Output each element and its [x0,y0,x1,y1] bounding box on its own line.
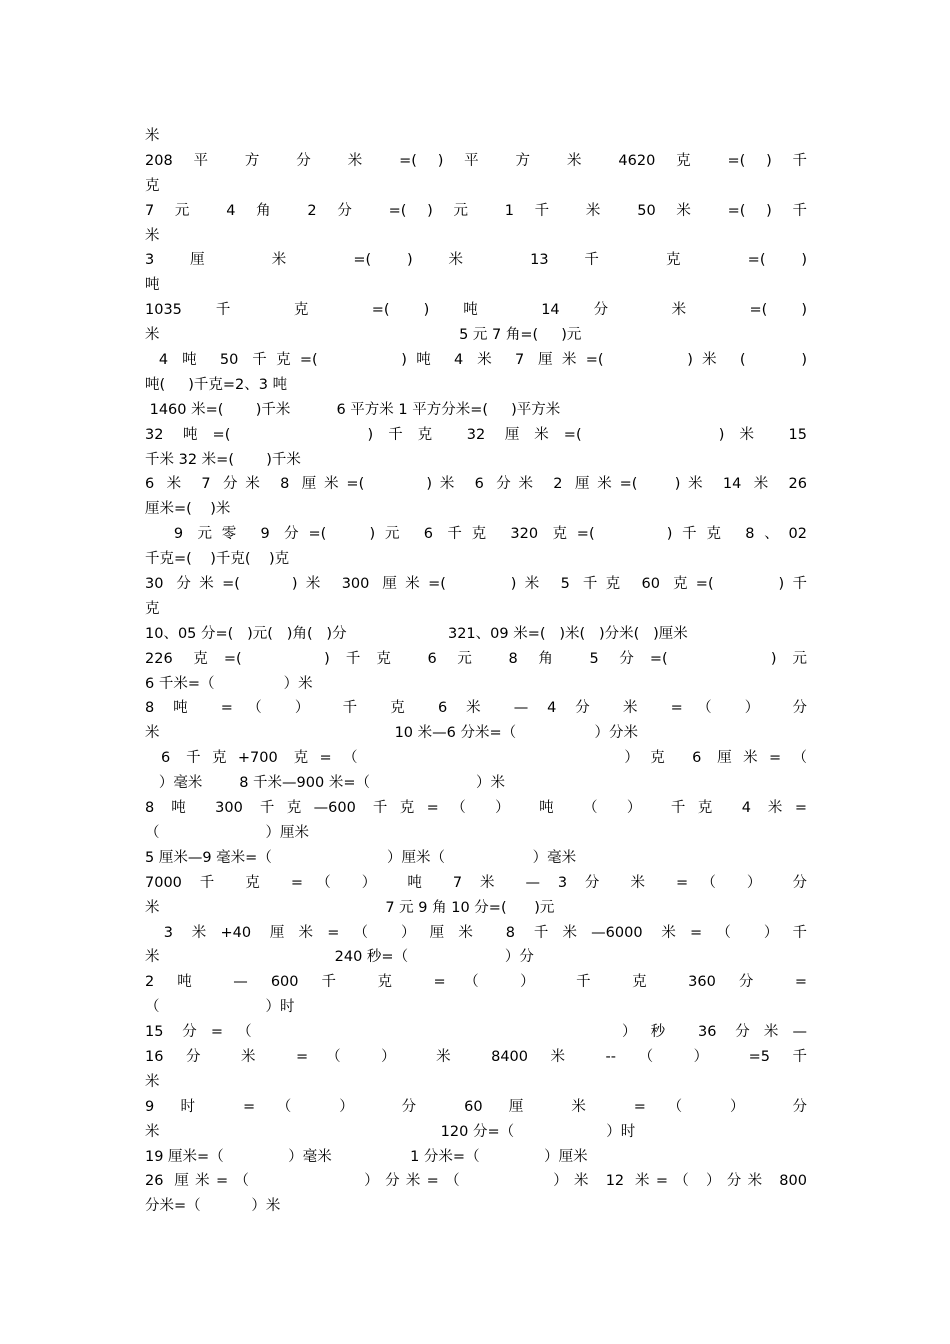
text-line: 7 元 4 角 2 分 =( ) 元 1 千 米 50 米 =( ) 千 [145,202,807,219]
text-line: 7000 千 克 =（ ） 吨 7 米 — 3 分 米 =（ ） 分 [145,874,807,891]
text-line: 米 [145,227,160,244]
document-body [145,124,807,1219]
text-line: 8 吨 300 千克—600 千克=（ ） 吨 （ ） 千克 4 米= [145,800,807,817]
text-line: 6 千米=（ ）米 [145,675,313,692]
text-line: 26 厘米=（ ）分米=（ ）米 12 米=（ ）分米 800 [145,1173,807,1190]
text-line: 5 厘米—9 毫米=（ ）厘米（ ）毫米 [145,849,577,866]
text-line: 克 [145,600,160,617]
text-line: 9 元零 9 分=( )元 6 千克 320 克=( )千克 8、02 [145,526,807,543]
text-line: 1035 千 克 =( ) 吨 14 分 米 =( ) [145,302,807,319]
text-line: 厘米=( )米 [145,501,231,518]
text-line: 10、05 分=( )元( )角( )分 321、09 米=( )米( )分米( )厘米 [145,625,688,642]
text-line: 米 5 元 7 角=( )元 [145,327,582,344]
text-line: 克 [145,177,160,194]
text-line: 226 克=( )千克 6 元 8 角 5 分=( )元 [145,650,807,667]
text-line: 8 吨 =（ ） 千 克 6 米 — 4 分 米 =（ ） 分 [145,700,807,717]
text-line: （ ）时 [145,999,295,1016]
text-line: 19 厘米=（ ）毫米 1 分米=（ ）厘米 [145,1148,588,1165]
text-line: 吨 [145,277,160,294]
text-line: 30 分米=( )米 300 厘米=( )米 5 千克 60 克=( )千 [145,576,807,593]
text-line: 千克=( )千克( )克 [145,551,290,568]
text-line: 16 分 米 =（ ） 米 8400 米 -- （ ） =5 千 [145,1048,807,1065]
text-line: 米 7 元 9 角 10 分=( )元 [145,899,555,916]
text-line: 米 [145,128,160,144]
document-page [145,124,807,1219]
text-line: 米 10 米—6 分米=（ ）分米 [145,725,638,742]
text-line: ）毫米 8 千米—900 米=（ ）米 [145,775,505,792]
text-line: 15 分=（ ）秒 36 分米— [145,1024,807,1041]
text-line: 9 时 =（ ） 分 60 厘 米 =（ ） 分 [145,1098,807,1115]
text-line: 32 吨=( )千克 32 厘米=( )米 15 [145,426,807,443]
text-line: 2 吨 — 600 千 克 =（ ） 千 克 360 分 = [145,974,807,991]
text-line: 分米=（ ）米 [145,1198,281,1215]
text-line: 6 千克+700 克=（ ）克 6 厘米=（ [145,750,807,767]
text-line: 吨( )千克=2、3 吨 [145,376,288,393]
text-line: 米 240 秒=（ ）分 [145,949,534,966]
text-line: 3 厘 米 =( ) 米 13 千 克 =( ) [145,252,807,269]
text-line: 米 120 分=（ ）时 [145,1123,636,1140]
text-line: （ ）厘米 [145,824,310,841]
text-line: 208 平 方 分 米 =( ) 平 方 米 4620 克 =( ) 千 [145,152,807,169]
text-line: 1460 米=( )千米 6 平方米 1 平方分米=( )平方米 [145,401,561,418]
text-line: 3 米+40 厘米=（ ）厘米 8 千米—6000 米=（ ）千 [145,924,807,941]
text-line: 千米 32 米=( )千米 [145,451,301,468]
text-line: 4 吨 50 千克=( )吨 4 米 7 厘米=( )米 ( ) [145,352,807,369]
text-line: 米 [145,1073,160,1090]
text-line: 6 米 7 分米 8 厘米=( )米 6 分米 2 厘米=( )米 14 米 26 [145,476,807,493]
